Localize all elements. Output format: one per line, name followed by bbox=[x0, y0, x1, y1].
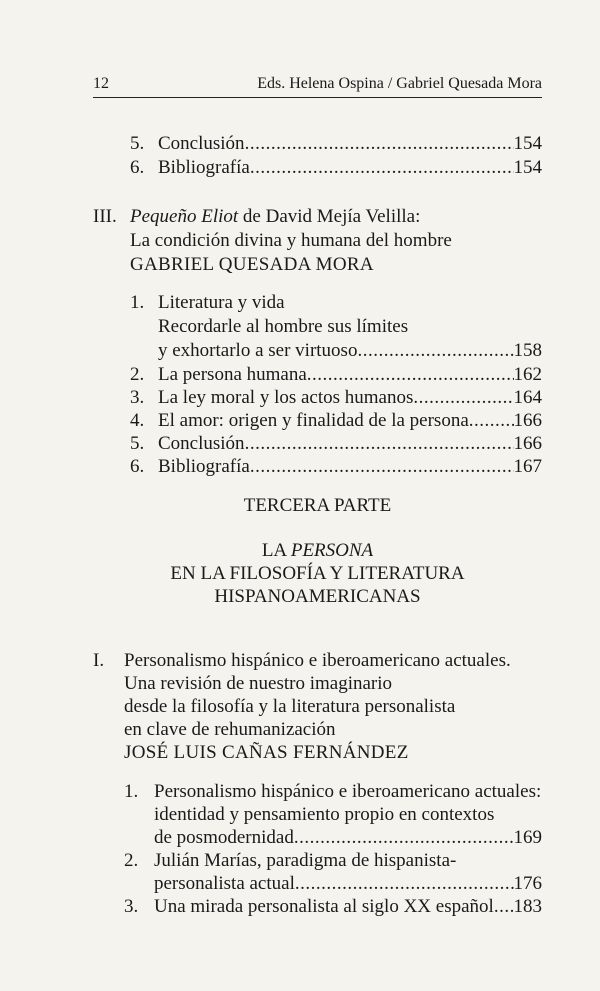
toc-entry-title: El amor: origen y finalidad de la persona bbox=[158, 410, 469, 431]
toc-entry-title: Conclusión bbox=[158, 133, 245, 154]
toc-entry-title: Bibliografía bbox=[158, 157, 250, 178]
toc-entry[interactable] bbox=[158, 456, 542, 478]
toc-entry[interactable] bbox=[158, 433, 542, 455]
toc-page: 162 bbox=[513, 364, 542, 385]
toc-entry-line: Personalismo hispánico e iberoamericano actuales: bbox=[154, 781, 542, 802]
toc-number: 2. bbox=[130, 364, 145, 385]
part-title-line1 bbox=[93, 540, 542, 562]
toc-page: 167 bbox=[513, 456, 542, 477]
dot-leader bbox=[245, 433, 514, 455]
toc-entry[interactable] bbox=[158, 387, 542, 409]
toc-page: 176 bbox=[513, 873, 542, 894]
chapter-title-italic: Pequeño Eliot bbox=[130, 206, 239, 227]
toc-entry-line: Julián Marías, paradigma de hispanista- bbox=[154, 850, 457, 871]
toc-page: 166 bbox=[513, 410, 542, 431]
part-title-line3: HISPANOAMERICANAS bbox=[214, 586, 421, 607]
toc-entry-title: personalista actual bbox=[154, 873, 295, 894]
toc-entry-title: de posmodernidad bbox=[154, 827, 294, 848]
header-rule bbox=[93, 97, 542, 98]
toc-page: 164 bbox=[513, 387, 542, 408]
chapter-number: I. bbox=[93, 650, 105, 671]
toc-number: 5. bbox=[130, 433, 145, 454]
toc-entry-line: Recordarle al hombre sus límites bbox=[158, 316, 409, 337]
toc-number: 1. bbox=[130, 292, 145, 313]
toc-number: 3. bbox=[130, 387, 145, 408]
toc-entry[interactable] bbox=[154, 873, 542, 895]
toc-number: 5. bbox=[130, 133, 145, 154]
chapter-title[interactable] bbox=[130, 206, 420, 228]
toc-number: 2. bbox=[124, 850, 139, 871]
toc-entry[interactable] bbox=[158, 340, 542, 362]
chapter-title-line: en clave de rehumanización bbox=[124, 719, 336, 740]
toc-number: 3. bbox=[124, 896, 139, 917]
toc-number: 6. bbox=[130, 157, 145, 178]
chapter-title-line: Una revisión de nuestro imaginario bbox=[124, 673, 393, 694]
toc-page: 158 bbox=[513, 340, 542, 361]
dot-leader bbox=[413, 387, 513, 409]
toc-entry[interactable] bbox=[154, 896, 542, 918]
toc-page: 154 bbox=[513, 157, 542, 178]
toc-entry-line: Literatura y vida bbox=[158, 292, 285, 313]
part-title-line2: EN LA FILOSOFÍA Y LITERATURA bbox=[170, 563, 465, 584]
chapter-title-line: desde la filosofía y la literatura personalista bbox=[124, 696, 456, 717]
toc-number: 6. bbox=[130, 456, 145, 477]
chapter-author: JOSÉ LUIS CAÑAS FERNÁNDEZ bbox=[124, 742, 409, 763]
dot-leader bbox=[295, 873, 514, 895]
toc-entry-line: identidad y pensamiento propio en contextos bbox=[154, 804, 495, 825]
toc-entry-title: Bibliografía bbox=[158, 456, 250, 477]
toc-page: 154 bbox=[513, 133, 542, 154]
dot-leader bbox=[250, 157, 514, 179]
dot-leader bbox=[469, 410, 514, 432]
toc-entry-title: La ley moral y los actos humanos bbox=[158, 387, 414, 408]
dot-leader bbox=[494, 896, 514, 918]
dot-leader bbox=[294, 827, 514, 849]
toc-entry[interactable] bbox=[158, 133, 542, 155]
toc-entry-title: Conclusión bbox=[158, 433, 245, 454]
dot-leader bbox=[307, 364, 514, 386]
running-header bbox=[93, 75, 542, 97]
page-number: 12 bbox=[93, 75, 109, 92]
chapter-title-rest: de David Mejía Velilla: bbox=[238, 206, 421, 227]
toc-number: 1. bbox=[124, 781, 139, 802]
toc-entry[interactable] bbox=[154, 827, 542, 849]
chapter-subtitle: La condición divina y humana del hombre bbox=[130, 230, 452, 251]
chapter-title[interactable]: Personalismo hispánico e iberoamericano actuales. bbox=[124, 650, 511, 671]
toc-entry[interactable] bbox=[158, 364, 542, 386]
toc-page: 183 bbox=[513, 896, 542, 917]
toc-page: 169 bbox=[513, 827, 542, 848]
toc-entry[interactable] bbox=[158, 157, 542, 179]
dot-leader bbox=[250, 456, 514, 478]
part-title-italic: PERSONA bbox=[290, 540, 374, 561]
part-title-prefix: LA bbox=[261, 540, 291, 561]
toc-entry-title: y exhortarlo a ser virtuoso bbox=[158, 340, 358, 361]
chapter-number: III. bbox=[93, 206, 117, 227]
chapter-author: GABRIEL QUESADA MORA bbox=[130, 254, 374, 275]
toc-entry-title: Una mirada personalista al siglo XX español bbox=[154, 896, 494, 917]
toc-page: 166 bbox=[513, 433, 542, 454]
dot-leader bbox=[357, 340, 513, 362]
dot-leader bbox=[245, 133, 514, 155]
header-title: Eds. Helena Ospina / Gabriel Quesada Mora bbox=[257, 75, 542, 92]
toc-entry[interactable] bbox=[158, 410, 542, 432]
part-label: TERCERA PARTE bbox=[243, 495, 392, 516]
toc-entry-title: La persona humana bbox=[158, 364, 307, 385]
toc-number: 4. bbox=[130, 410, 145, 431]
